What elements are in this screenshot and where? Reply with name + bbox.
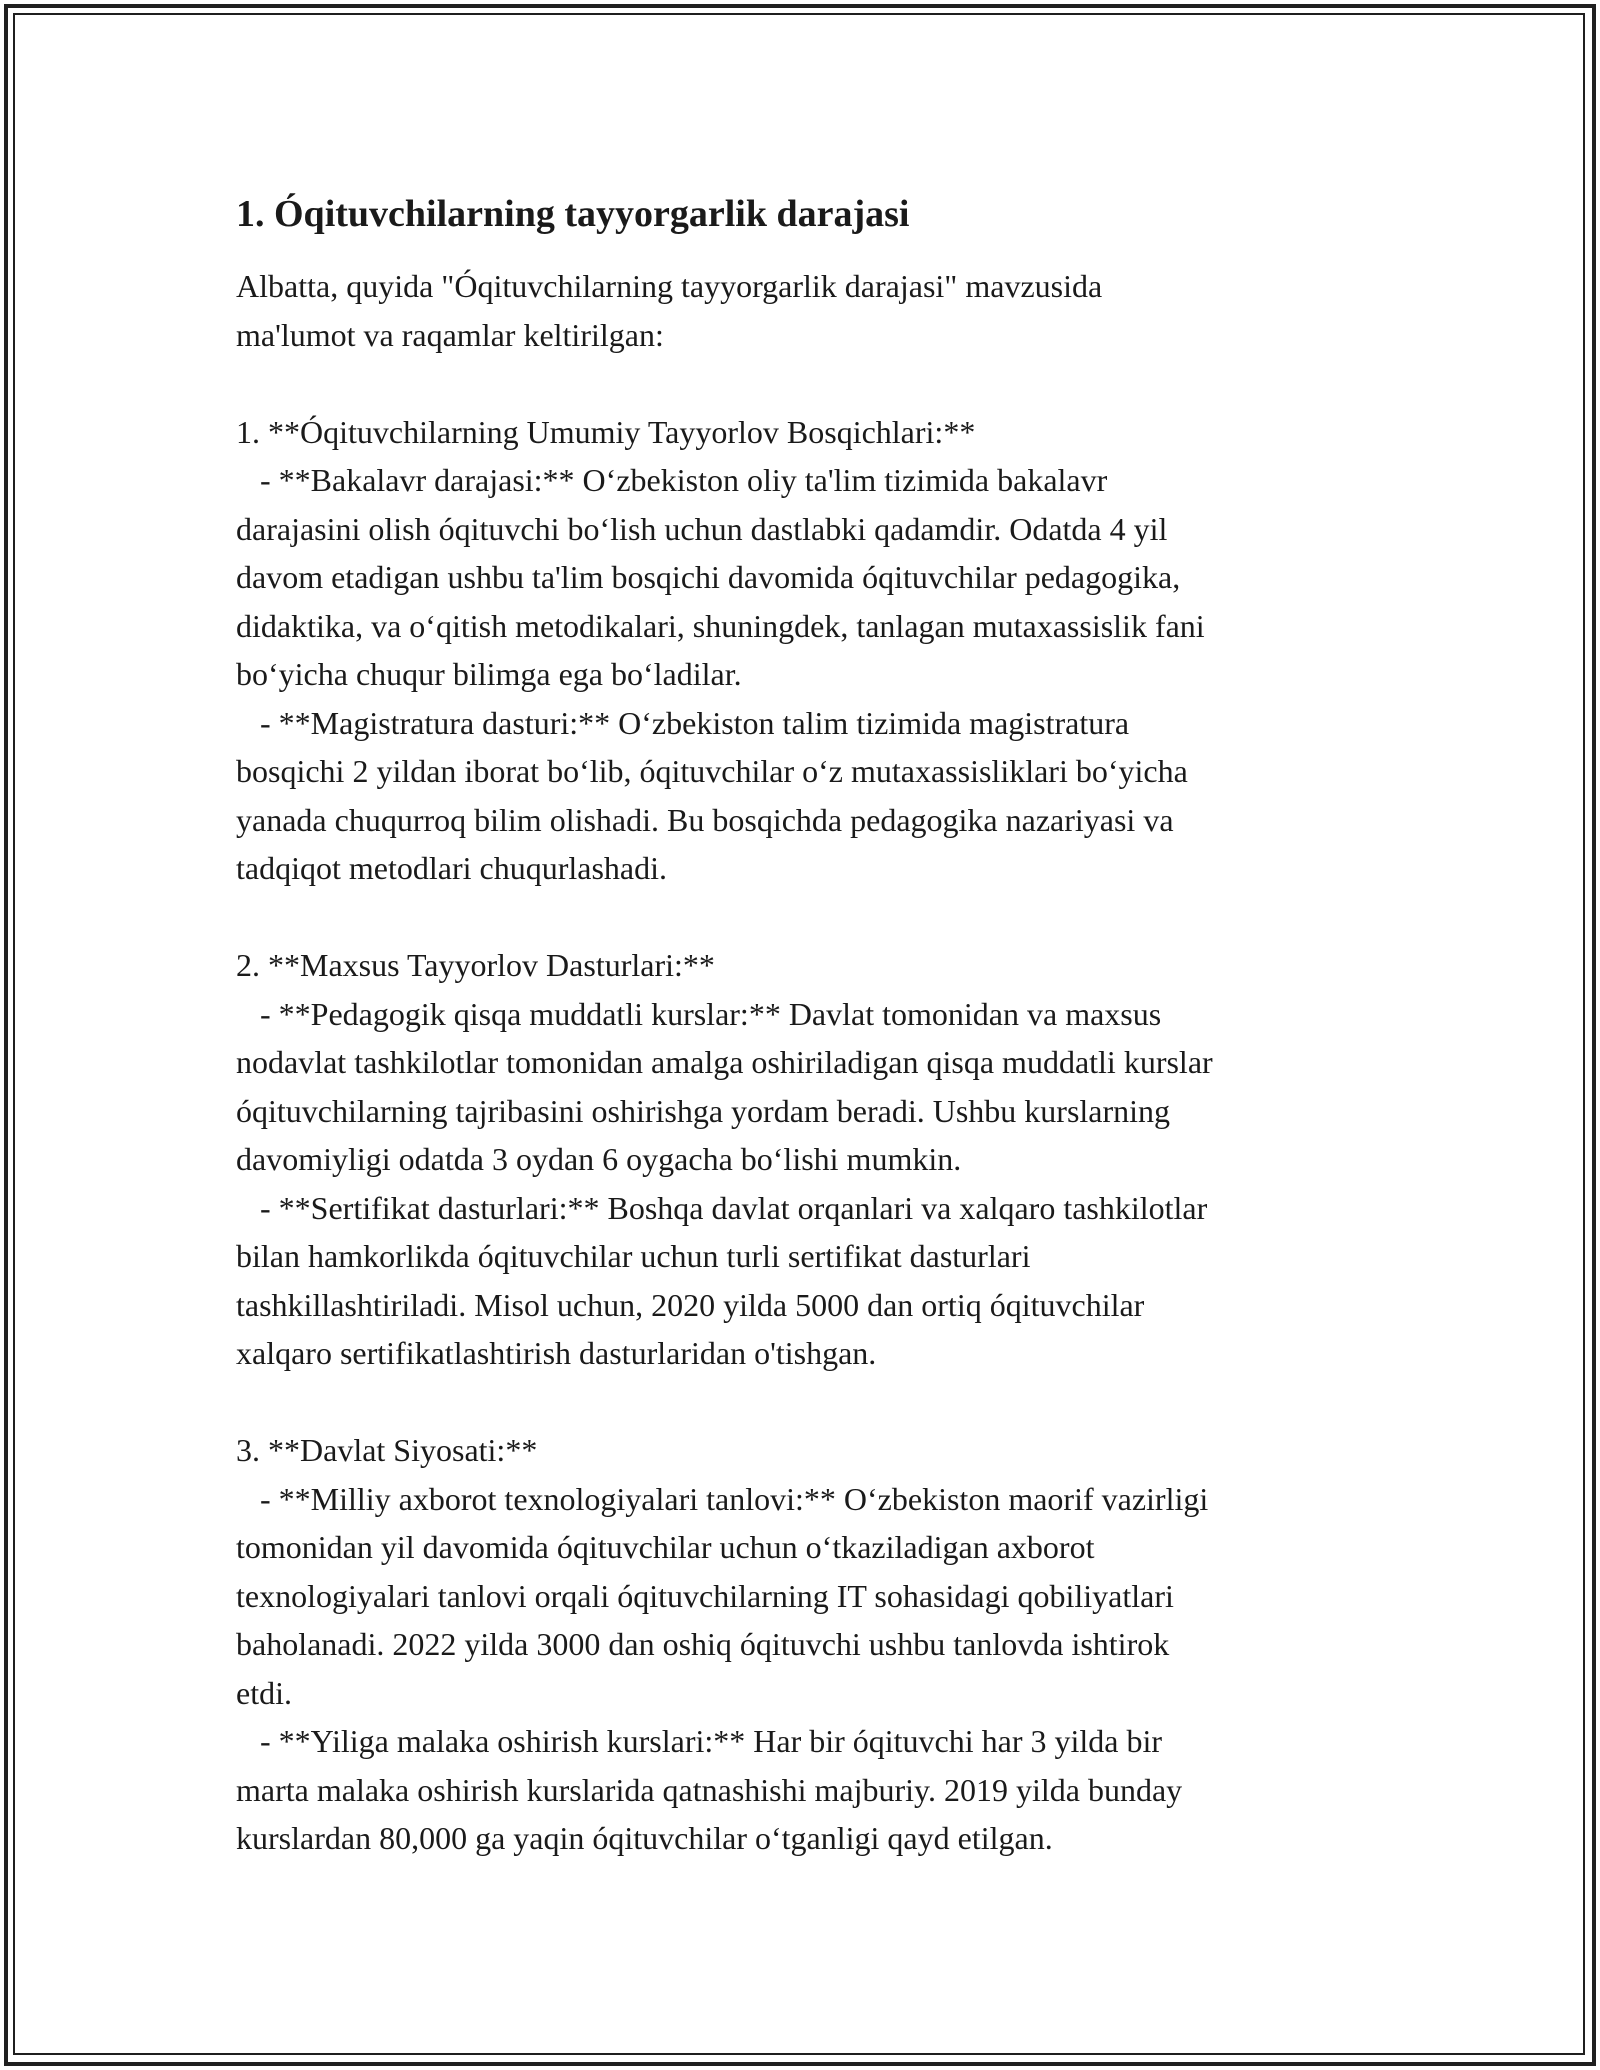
- item-line: - **Sertifikat dasturlari:** Boshqa davlat orqanlari va xalqaro tashkilotlar: [236, 1189, 1208, 1226]
- list-item: [236, 1184, 1376, 1378]
- list-item: [236, 699, 1376, 893]
- item-line: darajasini olish óqituvchi bo‘lish uchun dastlabki qadamdir. Odatda 4 yil: [236, 510, 1168, 547]
- item-line: davomiyligi odatda 3 oydan 6 oygacha bo‘lishi mumkin.: [236, 1141, 962, 1177]
- item-line: tashkillashtiriladi. Misol uchun, 2020 yilda 5000 dan ortiq óqituvchilar: [236, 1286, 1145, 1323]
- section-3: [236, 1426, 1376, 1863]
- section-heading: 1. **Óqituvchilarning Umumiy Tayyorlov Bosqichlari:**: [236, 413, 976, 450]
- item-line: tadqiqot metodlari chuqurlashadi.: [236, 850, 667, 886]
- list-item: [236, 1717, 1376, 1863]
- list-item: [236, 1475, 1376, 1718]
- item-line: davom etadigan ushbu ta'lim bosqichi davomida óqituvchilar pedagogika,: [236, 559, 1181, 595]
- item-line: yanada chuqurroq bilim olishadi. Bu bosqichda pedagogika nazariyasi va: [236, 801, 1174, 838]
- blank-line: [236, 359, 1376, 408]
- section-1: [236, 408, 1376, 893]
- item-line: xalqaro sertifikatlashtirish dasturlaridan o'tishgan.: [236, 1335, 877, 1371]
- item-line: óqituvchilarning tajribasini oshirishga yordam beradi. Ushbu kurslarning: [236, 1092, 1171, 1129]
- item-line: bo‘yicha chuqur bilimga ega bo‘ladilar.: [236, 656, 742, 692]
- item-line: bilan hamkorlikda óqituvchilar uchun turli sertifikat dasturlari: [236, 1238, 1031, 1274]
- intro-line: Albatta, quyida "Óqituvchilarning tayyorgarlik darajasi" mavzusida: [236, 268, 1103, 304]
- item-line: - **Milliy axborot texnologiyalari tanlovi:** O‘zbekiston maorif vazirligi: [236, 1480, 1209, 1517]
- item-line: baholanadi. 2022 yilda 3000 dan oshiq óqituvchi ushbu tanlovda ishtirok: [236, 1626, 1170, 1662]
- item-line: - **Bakalavr darajasi:** O‘zbekiston oliy ta'lim tizimida bakalavr: [236, 462, 1108, 498]
- item-line: didaktika, va o‘qitish metodikalari, shuningdek, tanlagan mutaxassislik fani: [236, 607, 1205, 644]
- document-body: [236, 188, 1376, 1863]
- item-line: texnologiyalari tanlovi orqali óqituvchilarning IT sohasidagi qobiliyatlari: [236, 1577, 1174, 1614]
- document-title: 1. Óqituvchilarning tayyorgarlik darajasi: [236, 193, 910, 235]
- section-heading: 3. **Davlat Siyosati:**: [236, 1432, 538, 1468]
- item-line: etdi.: [236, 1674, 292, 1711]
- item-line: tomonidan yil davomida óqituvchilar uchun o‘tkaziladigan axborot: [236, 1529, 1095, 1565]
- item-line: marta malaka oshirish kurslarida qatnashishi majburiy. 2019 yilda bunday: [236, 1771, 1183, 1808]
- blank-line: [236, 893, 1376, 942]
- section-heading: 2. **Maxsus Tayyorlov Dasturlari:**: [236, 947, 715, 983]
- list-item: [236, 990, 1376, 1184]
- item-line: - **Pedagogik qisqa muddatli kurslar:** Davlat tomonidan va maxsus: [236, 995, 1162, 1032]
- item-line: kurslardan 80,000 ga yaqin óqituvchilar o‘tganligi qayd etilgan.: [236, 1820, 1053, 1856]
- intro-paragraph: [236, 262, 1376, 359]
- blank-line: [236, 1378, 1376, 1427]
- intro-line: ma'lumot va raqamlar keltirilgan:: [236, 316, 664, 353]
- list-item: [236, 456, 1376, 699]
- item-line: - **Magistratura dasturi:** O‘zbekiston talim tizimida magistratura: [236, 704, 1130, 741]
- item-line: nodavlat tashkilotlar tomonidan amalga oshiriladigan qisqa muddatli kurslar: [236, 1044, 1213, 1080]
- item-line: bosqichi 2 yildan iborat bo‘lib, óqituvchilar o‘z mutaxassisliklari bo‘yicha: [236, 753, 1188, 789]
- section-2: [236, 941, 1376, 1378]
- item-line: - **Yiliga malaka oshirish kurslari:** Har bir óqituvchi har 3 yilda bir: [236, 1723, 1163, 1759]
